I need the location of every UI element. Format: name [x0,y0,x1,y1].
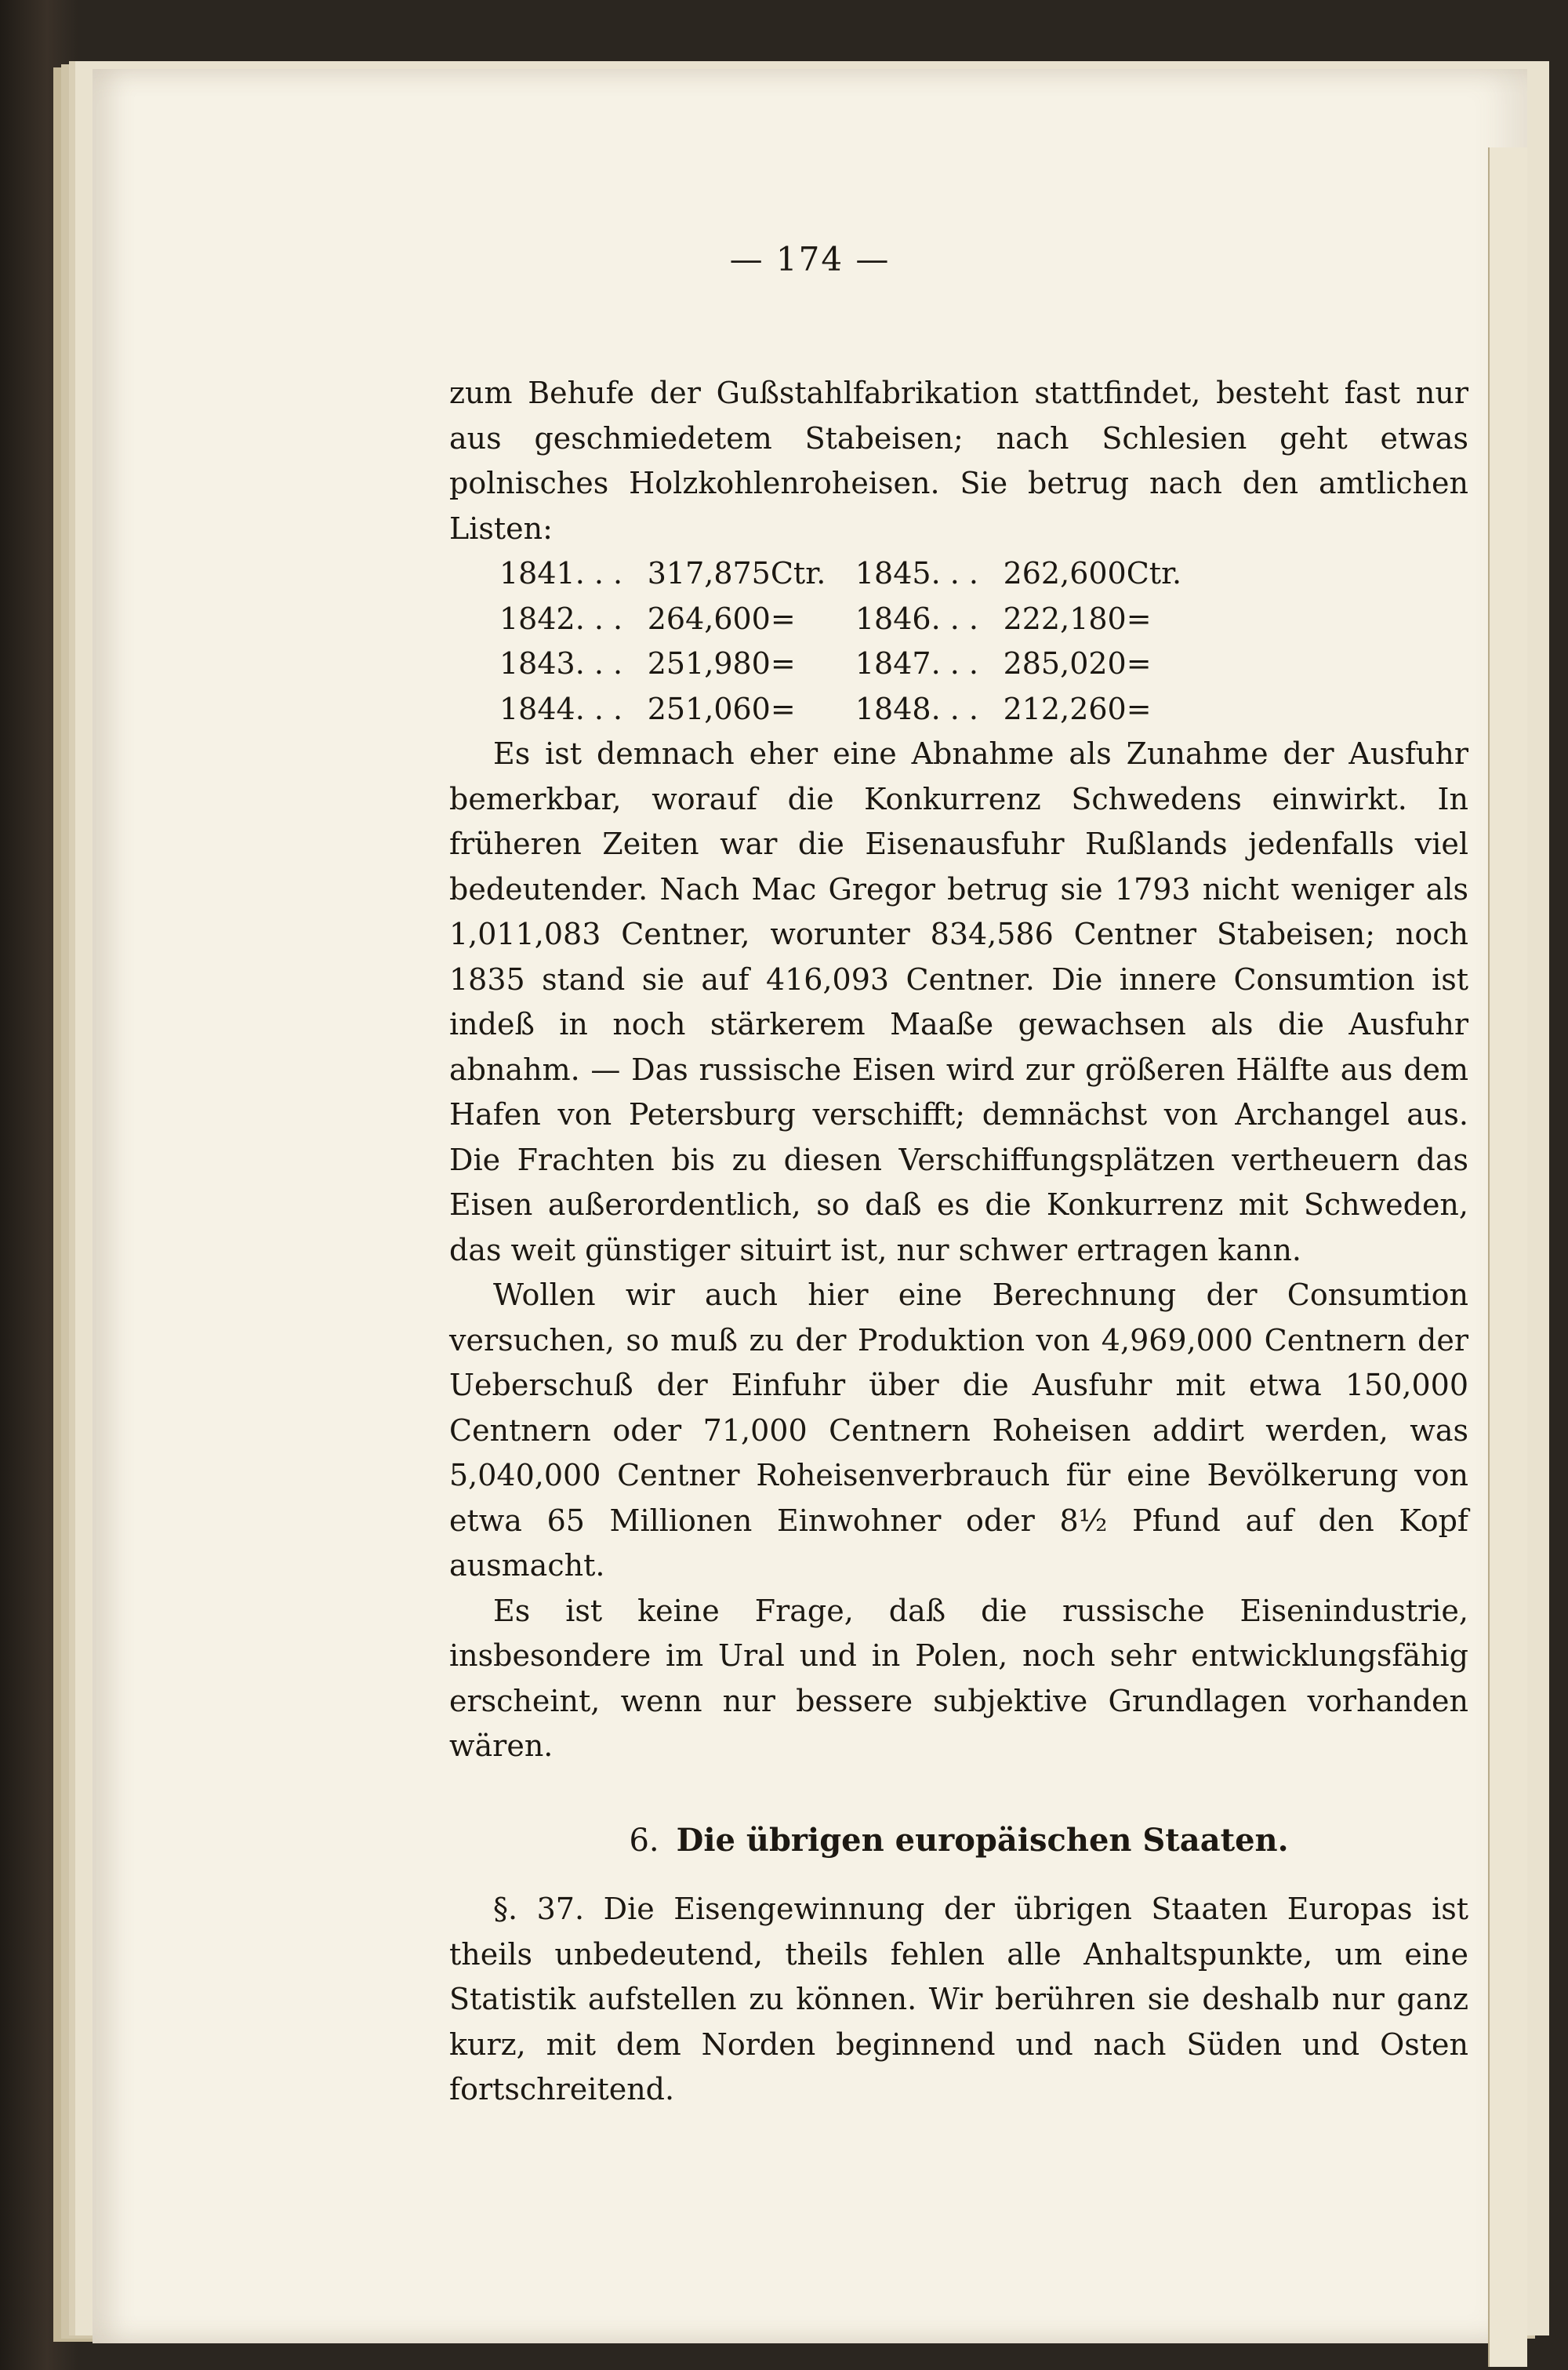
leader-dots: . . . [575,601,623,636]
year-cell: 1844 [499,691,575,726]
value-cell: 285,020 [1003,646,1127,681]
value-cell: 251,060 [647,691,771,726]
paragraph-1: zum Behufe der Gußstahlfabrikation stattfindet, besteht fast nur aus geschmiedetem Stabeisen; nach Schlesien geht etwas polnisches Holzkohlenroheisen. Sie betrug nach den amtlichen Listen: [449,376,1468,546]
year-cell: 1845 [855,556,931,591]
year-cell: 1846 [855,601,931,636]
facing-page-edge [1488,147,1527,2367]
page-number: — 174 — [729,240,891,278]
book-page [93,69,1527,2343]
leader-dots: . . . [931,556,978,591]
paragraph-4: Es ist keine Frage, daß die russische Eisenindustrie, insbesondere im Ural und in Polen, noch sehr entwicklungsfähig erscheint, wenn nur bessere subjektive Grundlagen vorhanden wären. [449,1593,1468,1763]
leader-dots: . . . [575,556,623,591]
year-cell: 1842 [499,601,575,636]
table-row [499,687,1211,732]
paragraph-3: Wollen wir auch hier eine Berechnung der Consumtion versuchen, so muß zu der Produktion von 4,969,000 Centnern der Ueberschuß der Einfuhr über die Ausfuhr mit etwa 150,000 Centnern oder 71,000 Centnern Roheisen addirt werden, was 5,040,000 Centner Roheisenverbrauch für eine Bevölkerung von etwa 65 Millionen Einwohner oder 8½ Pfund auf den Kopf ausmacht. [449,1278,1468,1583]
value-cell: 264,600 [647,601,771,636]
leader-dots: . . . [931,646,978,681]
unit-cell: Ctr. [770,556,826,591]
year-cell: 1841 [499,556,575,591]
table-row [499,551,1211,597]
paragraph-5: §. 37. Die Eisengewinnung der übrigen Staaten Europas ist theils unbedeutend, theils fehlen alle Anhaltspunkte, um eine Statistik aufstellen zu können. Wir berühren sie deshalb nur ganz kurz, mit dem Norden beginnend und nach Süden und Osten fortschreitend. [449,1892,1468,2106]
year-cell: 1848 [855,691,931,726]
unit-cell: = [1126,601,1152,636]
export-table [499,551,1211,732]
value-cell: 212,260 [1003,691,1127,726]
value-cell: 222,180 [1003,601,1127,636]
table-row [499,597,1211,642]
paragraph-2: Es ist demnach eher eine Abnahme als Zunahme der Ausfuhr bemerkbar, worauf die Konkurrenz Schwedens einwirkt. In früheren Zeiten war die Eisenausfuhr Rußlands jedenfalls viel bedeutender. Nach Mac Gregor betrug sie 1793 nicht weniger als 1,011,083 Centner, worunter 834,586 Centner Stabeisen; noch 1835 stand sie auf 416,093 Centner. Die innere Consumtion ist indeß in noch stärkerem Maaße gewachsen als die Ausfuhr abnahm. — Das russische Eisen wird zur größeren Hälfte aus dem Hafen von Petersburg verschifft; demnächst von Archangel aus. Die Frachten bis zu diesen Verschiffungsplätzen vertheuern das Eisen außerordentlich, so daß es die Konkurrenz mit Schweden, das weit günstiger situirt ist, nur schwer ertragen kann. [449,736,1468,1267]
value-cell: 317,875 [647,556,771,591]
section-title: Die übrigen europäischen Staaten. [676,1821,1289,1859]
unit-cell: = [770,691,796,726]
table-row [499,642,1211,687]
value-cell: 262,600 [1003,556,1127,591]
leader-dots: . . . [931,691,978,726]
section-number: 6. [629,1822,659,1859]
unit-cell: = [770,646,796,681]
unit-cell: = [1126,691,1152,726]
value-cell: 251,980 [647,646,771,681]
unit-cell: Ctr. [1126,556,1182,591]
unit-cell: = [770,601,796,636]
leader-dots: . . . [931,601,978,636]
leader-dots: . . . [575,646,623,681]
year-cell: 1843 [499,646,575,681]
section-heading [449,1818,1468,1864]
unit-cell: = [1126,646,1152,681]
leader-dots: . . . [575,691,623,726]
page-body [449,371,1468,2113]
year-cell: 1847 [855,646,931,681]
